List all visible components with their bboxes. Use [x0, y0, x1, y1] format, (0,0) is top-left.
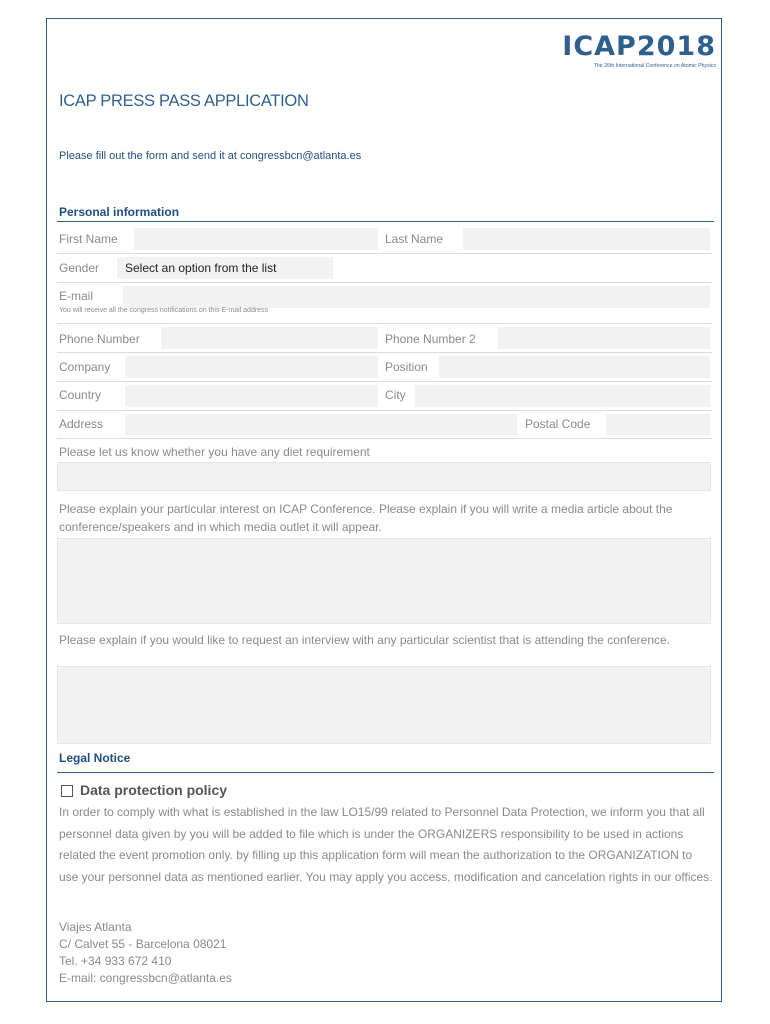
data-protection-checkbox[interactable] [61, 785, 73, 797]
row-email [57, 283, 712, 324]
section-legal-notice: Legal Notice [59, 751, 131, 765]
interview-textarea[interactable] [57, 666, 711, 744]
company-label: Company [59, 360, 111, 374]
postal-code-label: Postal Code [525, 417, 591, 431]
last-name-input[interactable] [463, 228, 710, 250]
section-personal-info: Personal information [59, 205, 180, 219]
address-input[interactable] [125, 414, 517, 435]
data-protection-title: Data protection policy [80, 782, 228, 798]
interview-label: Please explain if you would like to request an interview with any particular scientist that is attending the conference. [59, 633, 671, 647]
position-input[interactable] [439, 356, 710, 378]
email-note: You will receive all the congress notifications on this E-mail address [59, 307, 269, 314]
logo-title: ICAP2018 [562, 31, 716, 62]
row-name [57, 225, 712, 254]
city-input[interactable] [415, 385, 710, 407]
row-gender [57, 254, 712, 283]
contact-address: C/ Calvet 55 - Barcelona 08021 [59, 937, 227, 951]
country-input[interactable] [125, 385, 378, 407]
contact-phone: Tel. +34 933 672 410 [59, 954, 172, 968]
form-title: ICAP PRESS PASS APPLICATION [59, 92, 309, 110]
email-input[interactable] [123, 286, 710, 308]
icap-logo [544, 32, 716, 70]
gender-select-value: Select an option from the list [125, 261, 277, 275]
postal-code-input[interactable] [606, 414, 710, 435]
address-label: Address [59, 417, 104, 431]
gender-label: Gender [59, 261, 100, 275]
contact-block [59, 919, 232, 987]
row-address [57, 411, 712, 439]
city-label: City [385, 388, 406, 402]
logo-subtitle: The 26th International Conference on Atomic Physics [593, 63, 716, 69]
section-rule [57, 221, 714, 222]
contact-name: Viajes Atlanta [59, 920, 132, 934]
diet-input[interactable] [57, 462, 711, 491]
interest-textarea[interactable] [57, 538, 711, 624]
interest-label: Please explain your particular interest on ICAP Conference. Please explain if you will write a media article about the conference/speakers and in which media outlet it will appear. [59, 502, 673, 534]
instruction-text: Please fill out the form and send it at congressbcn@atlanta.es [59, 150, 362, 162]
row-company [57, 353, 712, 382]
position-label: Position [385, 360, 428, 374]
phone2-input[interactable] [498, 327, 710, 349]
first-name-input[interactable] [134, 228, 378, 250]
first-name-label: First Name [59, 232, 118, 246]
phone2-label: Phone Number 2 [385, 332, 476, 346]
row-country [57, 382, 712, 411]
phone-label: Phone Number [59, 332, 140, 346]
gender-select[interactable] [117, 257, 333, 279]
company-input[interactable] [125, 356, 378, 378]
country-label: Country [59, 388, 102, 402]
last-name-label: Last Name [385, 232, 444, 246]
phone-input[interactable] [161, 327, 378, 349]
legal-text: In order to comply with what is established in the law LO15/99 related to Personnel Data Protection, we inform you that all personnel data given by you will be added to file which is under the ORGANIZERS responsibility to be used in actions related the event promotion only. by filling up this application form will mean the authorization to the ORGANIZATION to use your personnel data as mentioned earlier. You may apply you access, modification and cancelation rights in our offices. [59, 805, 713, 884]
diet-label: Please let us know whether you have any diet requirement [59, 445, 370, 459]
section-rule [57, 772, 714, 773]
email-label: E-mail [59, 289, 94, 303]
row-phone [57, 324, 712, 353]
contact-email: E-mail: congressbcn@atlanta.es [59, 971, 232, 985]
